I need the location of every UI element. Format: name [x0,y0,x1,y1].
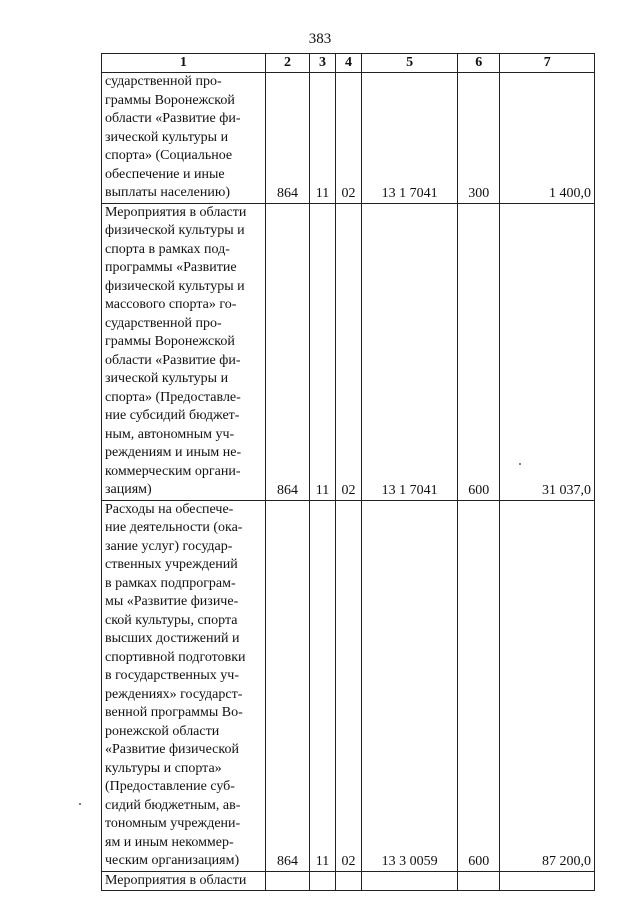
column-header: 5 [362,54,458,73]
column-header: 1 [102,54,266,73]
description-line: реждениям и иным не- [105,445,242,460]
description-line: высших достижений и [105,631,240,646]
target-article-code [362,871,458,891]
expense-type-code [457,871,500,891]
description-line: зациям) [105,482,152,497]
description-line: Мероприятия в области [105,872,247,888]
description-line: массового спорта» го- [105,297,237,312]
description-line: ям и иным некоммер- [105,834,234,850]
scan-speck [79,803,81,805]
row-description [102,73,266,204]
section-code [310,871,336,891]
description-line: программы «Развитие [105,260,237,275]
target-article-code: 13 1 7041 [362,73,458,204]
subsection-code [335,871,362,891]
amount [500,871,595,891]
description-line: ронежской области [105,723,220,739]
scan-speck [519,463,521,465]
expense-type-code: 600 [457,203,500,500]
column-header: 4 [335,54,362,73]
column-header: 3 [310,54,336,73]
target-article-code: 13 3 0059 [362,500,458,871]
description-line: спорта в рамках под- [105,241,230,257]
budget-table [101,53,595,891]
amount: 87 200,0 [500,500,595,871]
header-row [102,54,595,73]
subsection-code: 02 [335,203,362,500]
table-row [102,500,595,871]
description-line: в государственных уч- [105,668,240,683]
subsection-code: 02 [335,500,362,871]
amount: 31 037,0 [500,203,595,500]
description-line: «Развитие физической [105,742,239,757]
description-line: тономным учреждени- [105,816,241,831]
description-line: зание услуг) государ- [105,538,233,554]
section-code: 11 [310,500,336,871]
description-line: в рамках подпрограм- [105,575,236,591]
admin-code [265,871,310,891]
description-line: мы «Развитие физиче- [105,594,239,609]
admin-code: 864 [265,73,310,204]
description-line: ственных учреждений [105,557,238,572]
description-line: ние субсидий бюджет- [105,408,240,423]
amount: 1 400,0 [500,73,595,204]
target-article-code: 13 1 7041 [362,203,458,500]
row-description [102,500,266,871]
table-row [102,203,595,500]
description-line: коммерческим органи- [105,463,241,479]
description-line: зической культуры и [105,129,229,145]
expense-type-code: 600 [457,500,500,871]
description-line: физической культуры и [105,223,245,238]
admin-code: 864 [265,203,310,500]
description-line: граммы Воронежской [105,92,235,108]
description-line: граммы Воронежской [105,334,235,349]
subsection-code: 02 [335,73,362,204]
description-line: сидий бюджетным, ав- [105,797,241,813]
row-description [102,871,266,891]
description-line: ческим организациям) [105,853,240,868]
admin-code: 864 [265,500,310,871]
description-line: Расходы на обеспече- [105,501,234,517]
description-line: ской культуры, спорта [105,612,238,628]
expense-type-code: 300 [457,73,500,204]
table-row [102,871,595,891]
description-line: ным, автономным уч- [105,426,235,442]
description-line: физической культуры и [105,278,245,294]
column-header: 7 [500,54,595,73]
description-line: Мероприятия в области [105,204,247,220]
description-line: ние деятельности (ока- [105,520,243,535]
description-line: области «Развитие фи- [105,111,241,126]
description-line: обеспечение и иные [105,166,225,182]
description-line: сударственной про- [105,74,222,89]
section-code: 11 [310,203,336,500]
page-number: 383 [308,31,332,47]
description-line: реждениях» государст- [105,686,243,702]
row-description [102,203,266,500]
description-line: культуры и спорта» [105,760,222,776]
description-line: области «Развитие фи- [105,352,241,368]
description-line: выплаты населению) [105,185,230,200]
description-line: спорта» (Предоставле- [105,389,241,405]
section-code: 11 [310,73,336,204]
description-line: спорта» (Социальное [105,148,233,163]
description-line: венной программы Во- [105,705,243,720]
column-header: 6 [457,54,500,73]
table-row [102,73,595,204]
description-line: (Предоставление суб- [105,779,235,794]
description-line: спортивной подготовки [105,649,246,665]
description-line: сударственной про- [105,315,222,331]
column-header: 2 [265,54,310,73]
description-line: зической культуры и [105,371,229,386]
